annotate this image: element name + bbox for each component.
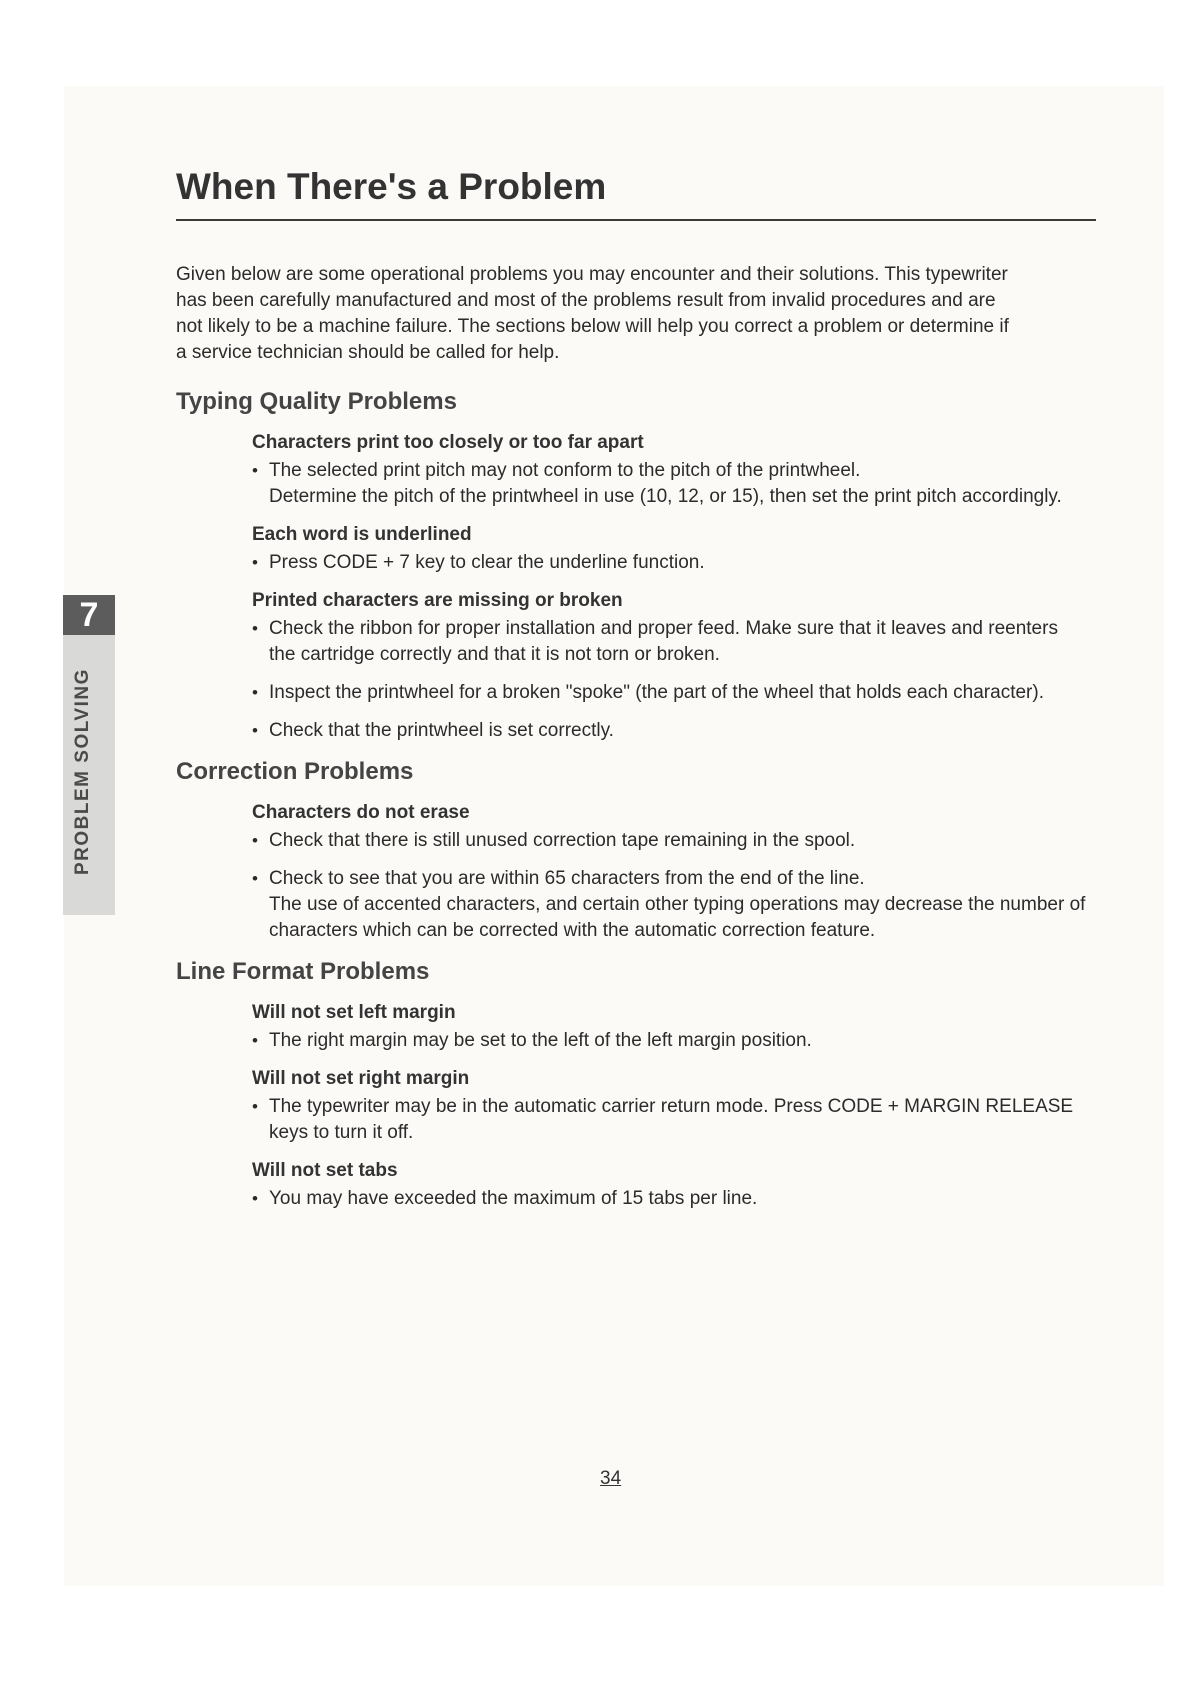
problem-item [252, 1160, 1096, 1212]
problem-title: Will not set right margin [252, 1068, 470, 1089]
solution-text: Press CODE + 7 key to clear the underline function. [269, 552, 705, 573]
page-number: 34 [600, 1468, 622, 1489]
problem-item [252, 1068, 1096, 1146]
solution-note: Determine the pitch of the printwheel in use (10, 12, or 15), then set the print pitch accordingly. [269, 486, 1062, 507]
solution-bullet [252, 1094, 1089, 1146]
solution-bullet [252, 616, 1089, 668]
solution-bullet [252, 1186, 1089, 1212]
solution-text: Check that there is still unused correction tape remaining in the spool. [269, 830, 856, 851]
problem-item [252, 524, 1096, 576]
chapter-label: PROBLEM SOLVING [72, 668, 93, 875]
page-content [176, 262, 1096, 1226]
solution-bullet [252, 718, 1089, 744]
chapter-number: 7 [63, 595, 115, 635]
problem-item [252, 802, 1096, 944]
solution-text: The typewriter may be in the automatic carrier return mode. Press CODE + MARGIN RELEASE keys to turn it off. [269, 1096, 1074, 1143]
problem-title: Will not set left margin [252, 1002, 456, 1023]
solution-bullet [252, 550, 1089, 576]
solution-text: Inspect the printwheel for a broken "spoke" (the part of the wheel that holds each character). [269, 682, 1044, 703]
problem-item [252, 1002, 1096, 1054]
solution-bullet [252, 458, 1089, 510]
page-title: When There's a Problem [176, 166, 607, 207]
problem-title: Printed characters are missing or broken [252, 590, 623, 611]
section-heading: Line Format Problems [176, 958, 430, 985]
section-heading: Typing Quality Problems [176, 388, 457, 415]
problem-title: Each word is underlined [252, 524, 472, 545]
problem-title: Characters print too closely or too far apart [252, 432, 644, 453]
solution-text: You may have exceeded the maximum of 15 tabs per line. [269, 1188, 758, 1209]
solution-bullet [252, 866, 1089, 944]
solution-text: Check to see that you are within 65 characters from the end of the line. [269, 868, 865, 889]
solution-bullet [252, 1028, 1089, 1054]
solution-bullet [252, 828, 1089, 854]
solution-text: The right margin may be set to the left of the left margin position. [269, 1030, 812, 1051]
solution-bullet [252, 680, 1089, 706]
intro-paragraph: Given below are some operational problems you may encounter and their solutions. This typewriter has been carefully manufactured and most of the problems result from invalid procedures and are not likely to be a machine failure. The sections below will help you correct a problem or determine if a service technician should be called for help. [176, 264, 1009, 363]
problem-title: Characters do not erase [252, 802, 470, 823]
section-heading: Correction Problems [176, 758, 414, 785]
title-divider [176, 219, 1096, 221]
solution-text: Check that the printwheel is set correctly. [269, 720, 614, 741]
section-typing-quality [176, 388, 1096, 744]
solution-text: Check the ribbon for proper installation and proper feed. Make sure that it leaves and reenters the cartridge correctly and that it is not torn or broken. [269, 618, 1058, 665]
section-line-format [176, 958, 1096, 1212]
section-correction [176, 758, 1096, 944]
solution-text: The selected print pitch may not conform to the pitch of the printwheel. [269, 460, 861, 481]
problem-item [252, 590, 1096, 744]
problem-title: Will not set tabs [252, 1160, 398, 1181]
problem-item [252, 432, 1096, 510]
solution-note: The use of accented characters, and certain other typing operations may decrease the number of characters which can be corrected with the automatic correction feature. [269, 894, 1086, 941]
